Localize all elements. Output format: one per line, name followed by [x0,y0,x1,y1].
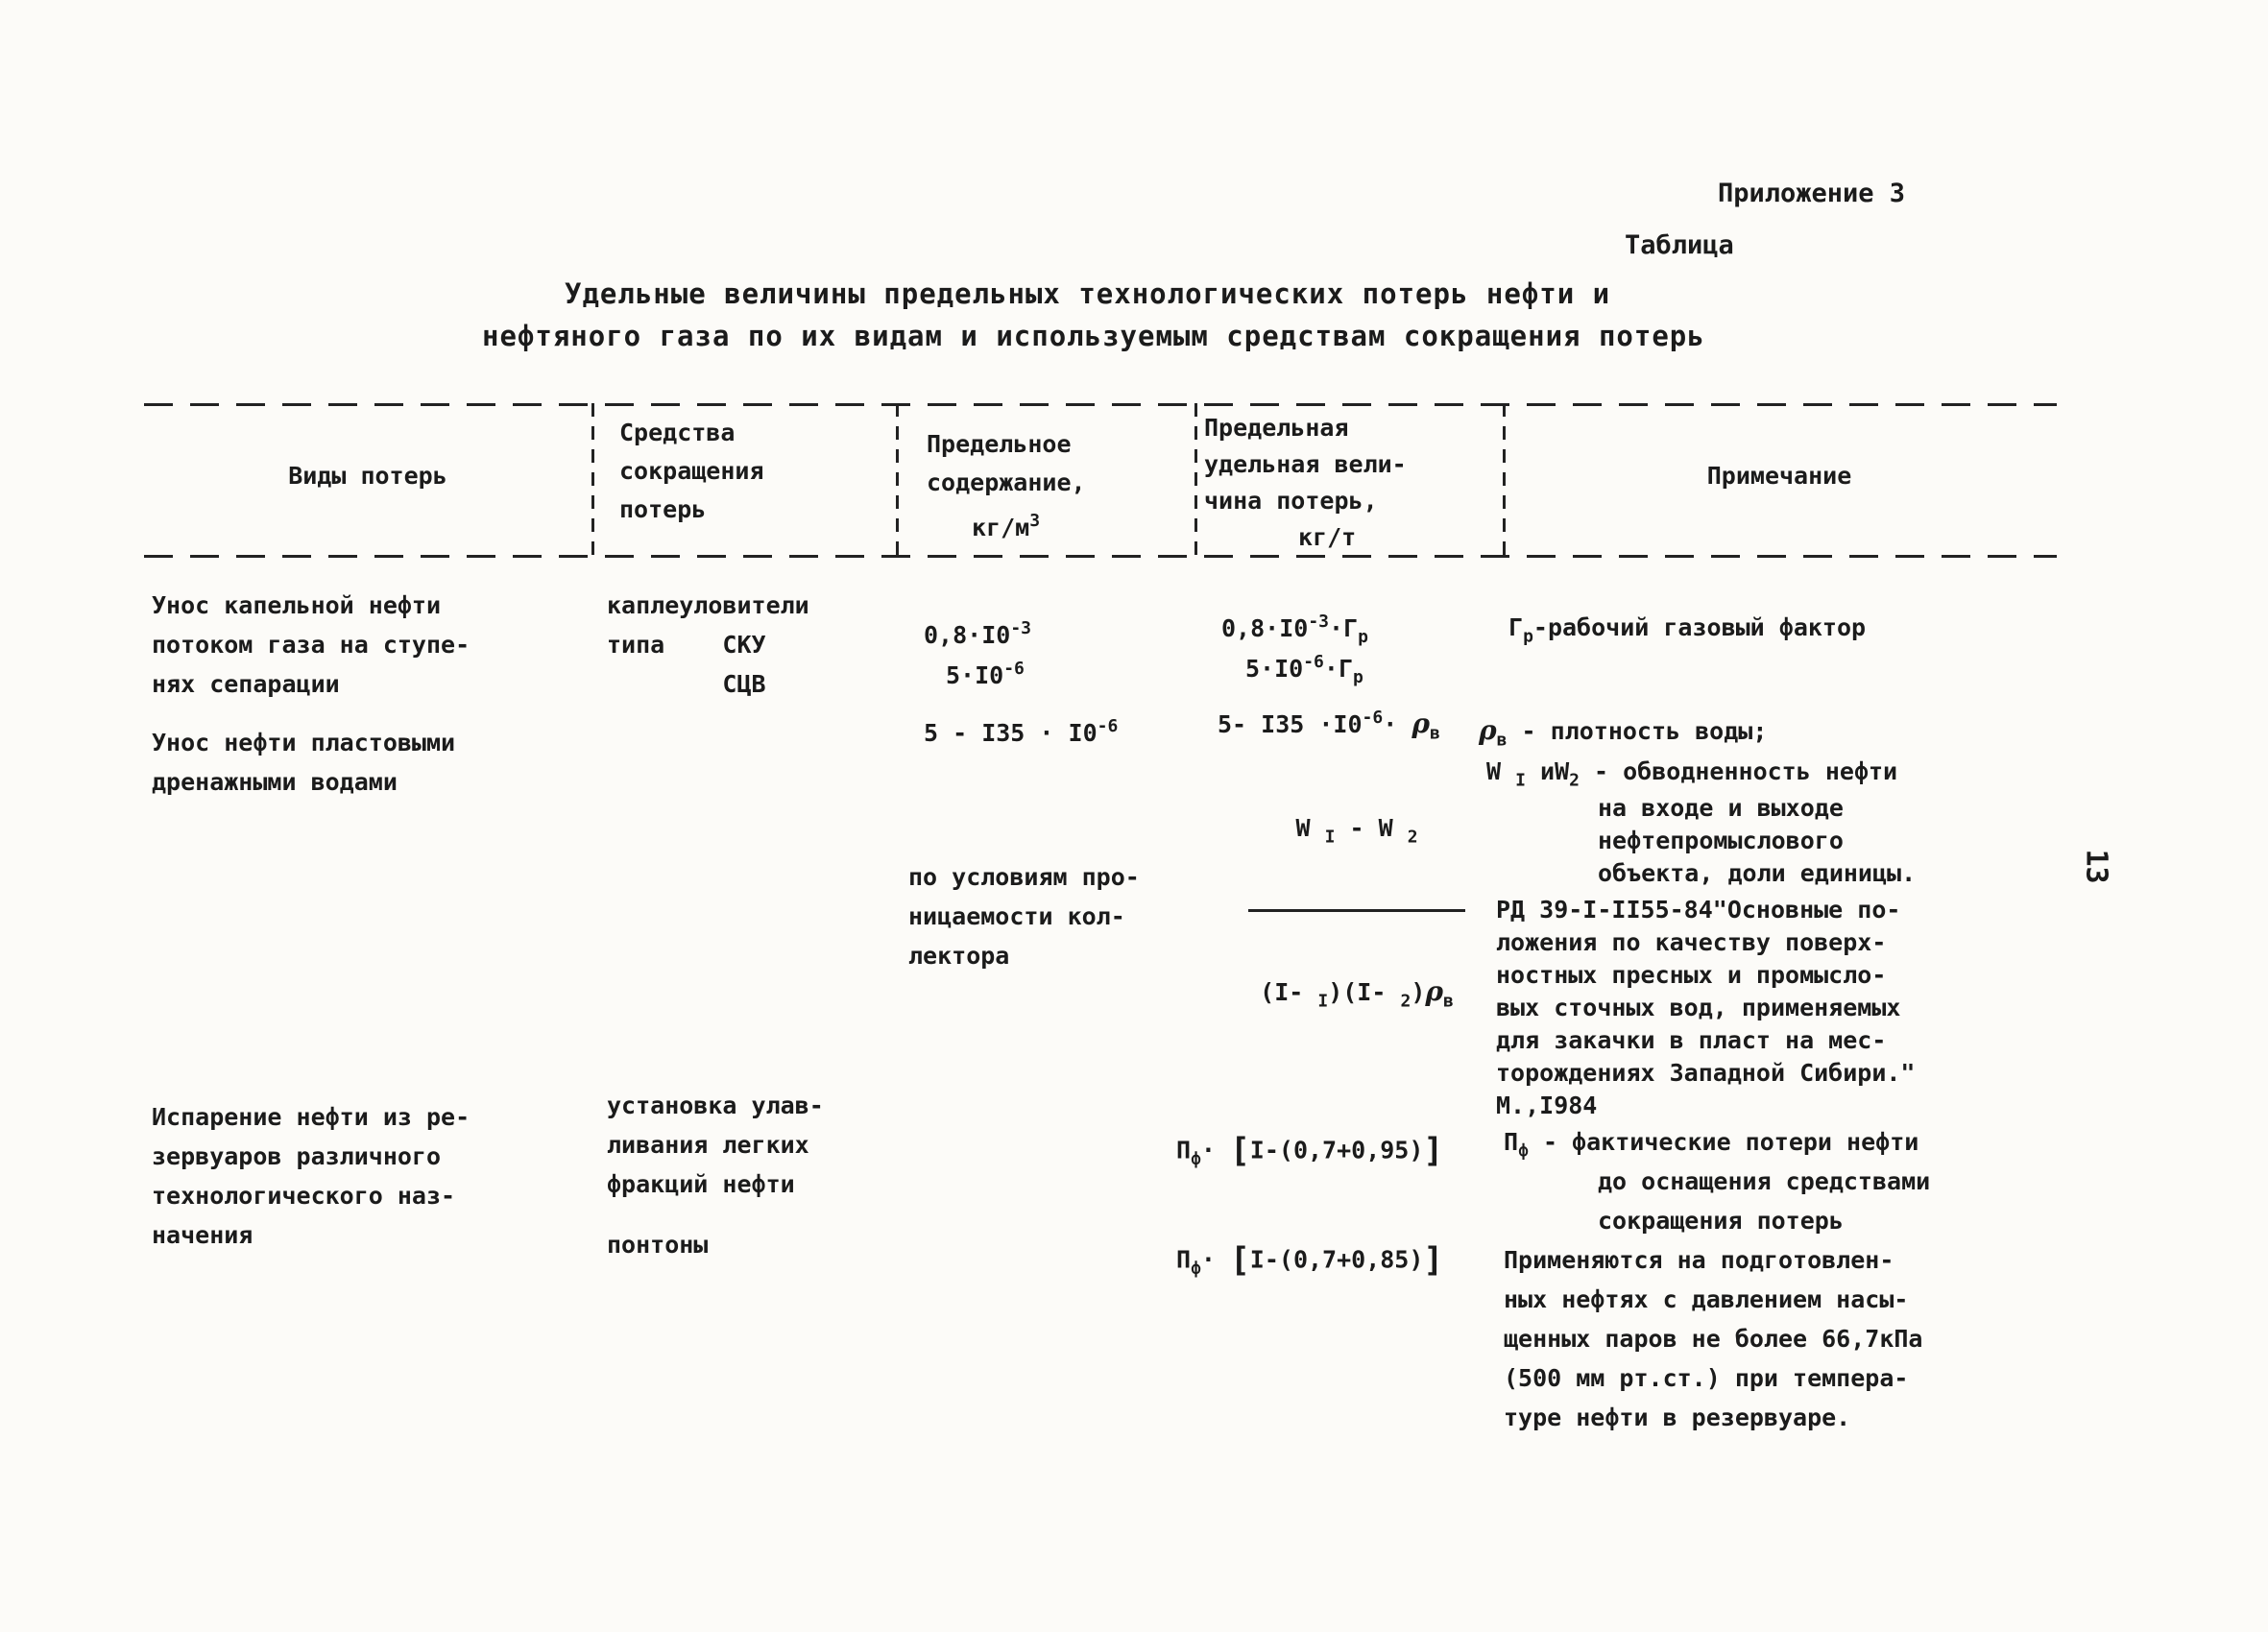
header-col-content-line: Предельное [927,430,1072,458]
fraction-denominator: (I- $_I$)(I- $_2)\rho_в$ [1260,975,1454,1012]
header-divider-1 [591,403,594,558]
row1-content-value-1: $0,8\cdot I0^{-3}$ [924,618,1031,649]
row2-note-line: нефтепромыслового [1598,827,1844,854]
row3-means-line: установка улав- [607,1092,824,1119]
row3-means-line: фракций нефти [607,1170,795,1198]
row3-note2-line: (500 мм рт.ст.) при темпера- [1504,1364,1909,1392]
row2-ref-line: для закачки в пласт на мес- [1496,1026,1887,1054]
row2-note-line: на входе и выходе [1598,794,1844,822]
table-label: Таблица [1625,230,1734,260]
header-divider-2 [896,403,899,558]
header-col-means-line: Средства [619,419,736,446]
table-top-rule [144,403,2057,406]
row1-means-line: каплеуловители [607,591,809,619]
header-col-means-line: сокращения [619,457,764,485]
row3-note2-line: щенных паров не более 66,7кПа [1504,1325,1923,1353]
row3-kind-line: зервуаров различного [152,1142,442,1170]
header-col-content-unit: $кг/м^3$ [972,511,1041,541]
row3-note2-line: туре нефти в резервуаре. [1504,1404,1851,1431]
row1-note: $Г_р$-рабочий газовый фактор [1508,613,1867,647]
row1-kind-line: нях сепарации [152,670,340,698]
row3-note2-line: Применяются на подготовлен- [1504,1246,1894,1274]
row3-kind-line: начения [152,1221,253,1249]
row2-ref-line: РД 39-I-II55-84"Основные по- [1496,896,1901,924]
row1-loss-value-2: $5\cdot I0^{-6}\cdot Г_р$ [1245,652,1363,688]
row2-ref-line: М.,I984 [1496,1092,1598,1119]
header-col-means-line: потерь [619,495,707,523]
header-col-kinds: Виды потерь [288,462,447,490]
document-title-line2: нефтяного газа по их видам и используемым средствам сокращения потерь [482,320,1705,352]
row3-loss-value-1: $П_ф\cdot [I-(0,7+0,95)]$ [1176,1132,1444,1170]
row3-means-line: ливания легких [607,1131,809,1159]
row2-note-line-rho: $\rho_в$ - плотность воды; [1479,714,1768,751]
row2-content-note-line: по условиям про- [908,863,1140,891]
row1-kind-line: потоком газа на ступе- [152,631,470,659]
row1-loss-value-1: $0,8\cdot I0^{-3}\cdot Г_р$ [1221,612,1368,648]
row2-loss-fraction [1248,758,1465,1068]
header-col-note: Примечание [1706,462,1852,490]
row3-kind-line: Испарение нефти из ре- [152,1103,470,1131]
row2-ref-line: ностных пресных и промысло- [1496,961,1887,989]
appendix-label: Приложение 3 [1718,179,1906,208]
row2-note-line-w: W $_I$ $иW_2$ - обводненность нефти [1486,757,1898,791]
row2-note-line: объекта, доли единицы. [1598,859,1917,887]
row2-kind-line: дренажными водами [152,768,398,796]
header-divider-3 [1194,403,1197,558]
row2-content-note-line: лектора [908,942,1010,970]
row3-loss-value-2: $П_ф\cdot [I-(0,7+0,85)]$ [1176,1241,1444,1280]
row2-loss-value: 5- $I35 \cdot I0^{-6}\cdot \rho_в$ [1218,708,1440,744]
header-col-loss-unit: кг/т [1298,523,1357,551]
row1-means-line: СЦВ [607,670,766,698]
row2-ref-line: торождениях Западной Сибири." [1496,1059,1916,1087]
row2-content-value: $5 - I35 \cdot I0^{-6}$ [924,716,1119,747]
header-col-loss-line: Предельная [1204,414,1349,442]
document-title-line1: Удельные величины предельных технологических потерь нефти и [565,277,1611,310]
row3-kind-line: технологического наз- [152,1182,456,1210]
row2-ref-line: вых сточных вод, применяемых [1496,994,1901,1021]
row1-content-value-2: $5\cdot I0^{-6}$ [946,659,1025,689]
header-col-content-line: содержание, [927,468,1086,496]
page-number: 13 [2079,849,2113,884]
fraction-numerator: W $_I$ - W $_2$ [1295,814,1418,848]
fraction-bar [1248,909,1465,912]
row2-ref-line: ложения по качеству поверх- [1496,928,1887,956]
row3-note-line-pf: $П_ф$ - фактические потери нефти [1504,1128,1919,1162]
row3-note2-line: ных нефтях с давлением насы- [1504,1285,1909,1313]
row3-note-line: сокращения потерь [1598,1207,1844,1235]
row3-note-line: до оснащения средствами [1598,1167,1931,1195]
header-col-loss-line: удельная вели- [1204,450,1407,478]
table-header-bottom-rule [144,555,2057,558]
row2-kind-line: Унос нефти пластовыми [152,729,456,756]
row3-means-pontoon: понтоны [607,1231,709,1259]
row1-kind-line: Унос капельной нефти [152,591,442,619]
header-col-loss-line: чина потерь, [1204,487,1378,515]
row1-means-line: типа СКУ [607,631,766,659]
row2-content-note-line: ницаемости кол- [908,902,1125,930]
